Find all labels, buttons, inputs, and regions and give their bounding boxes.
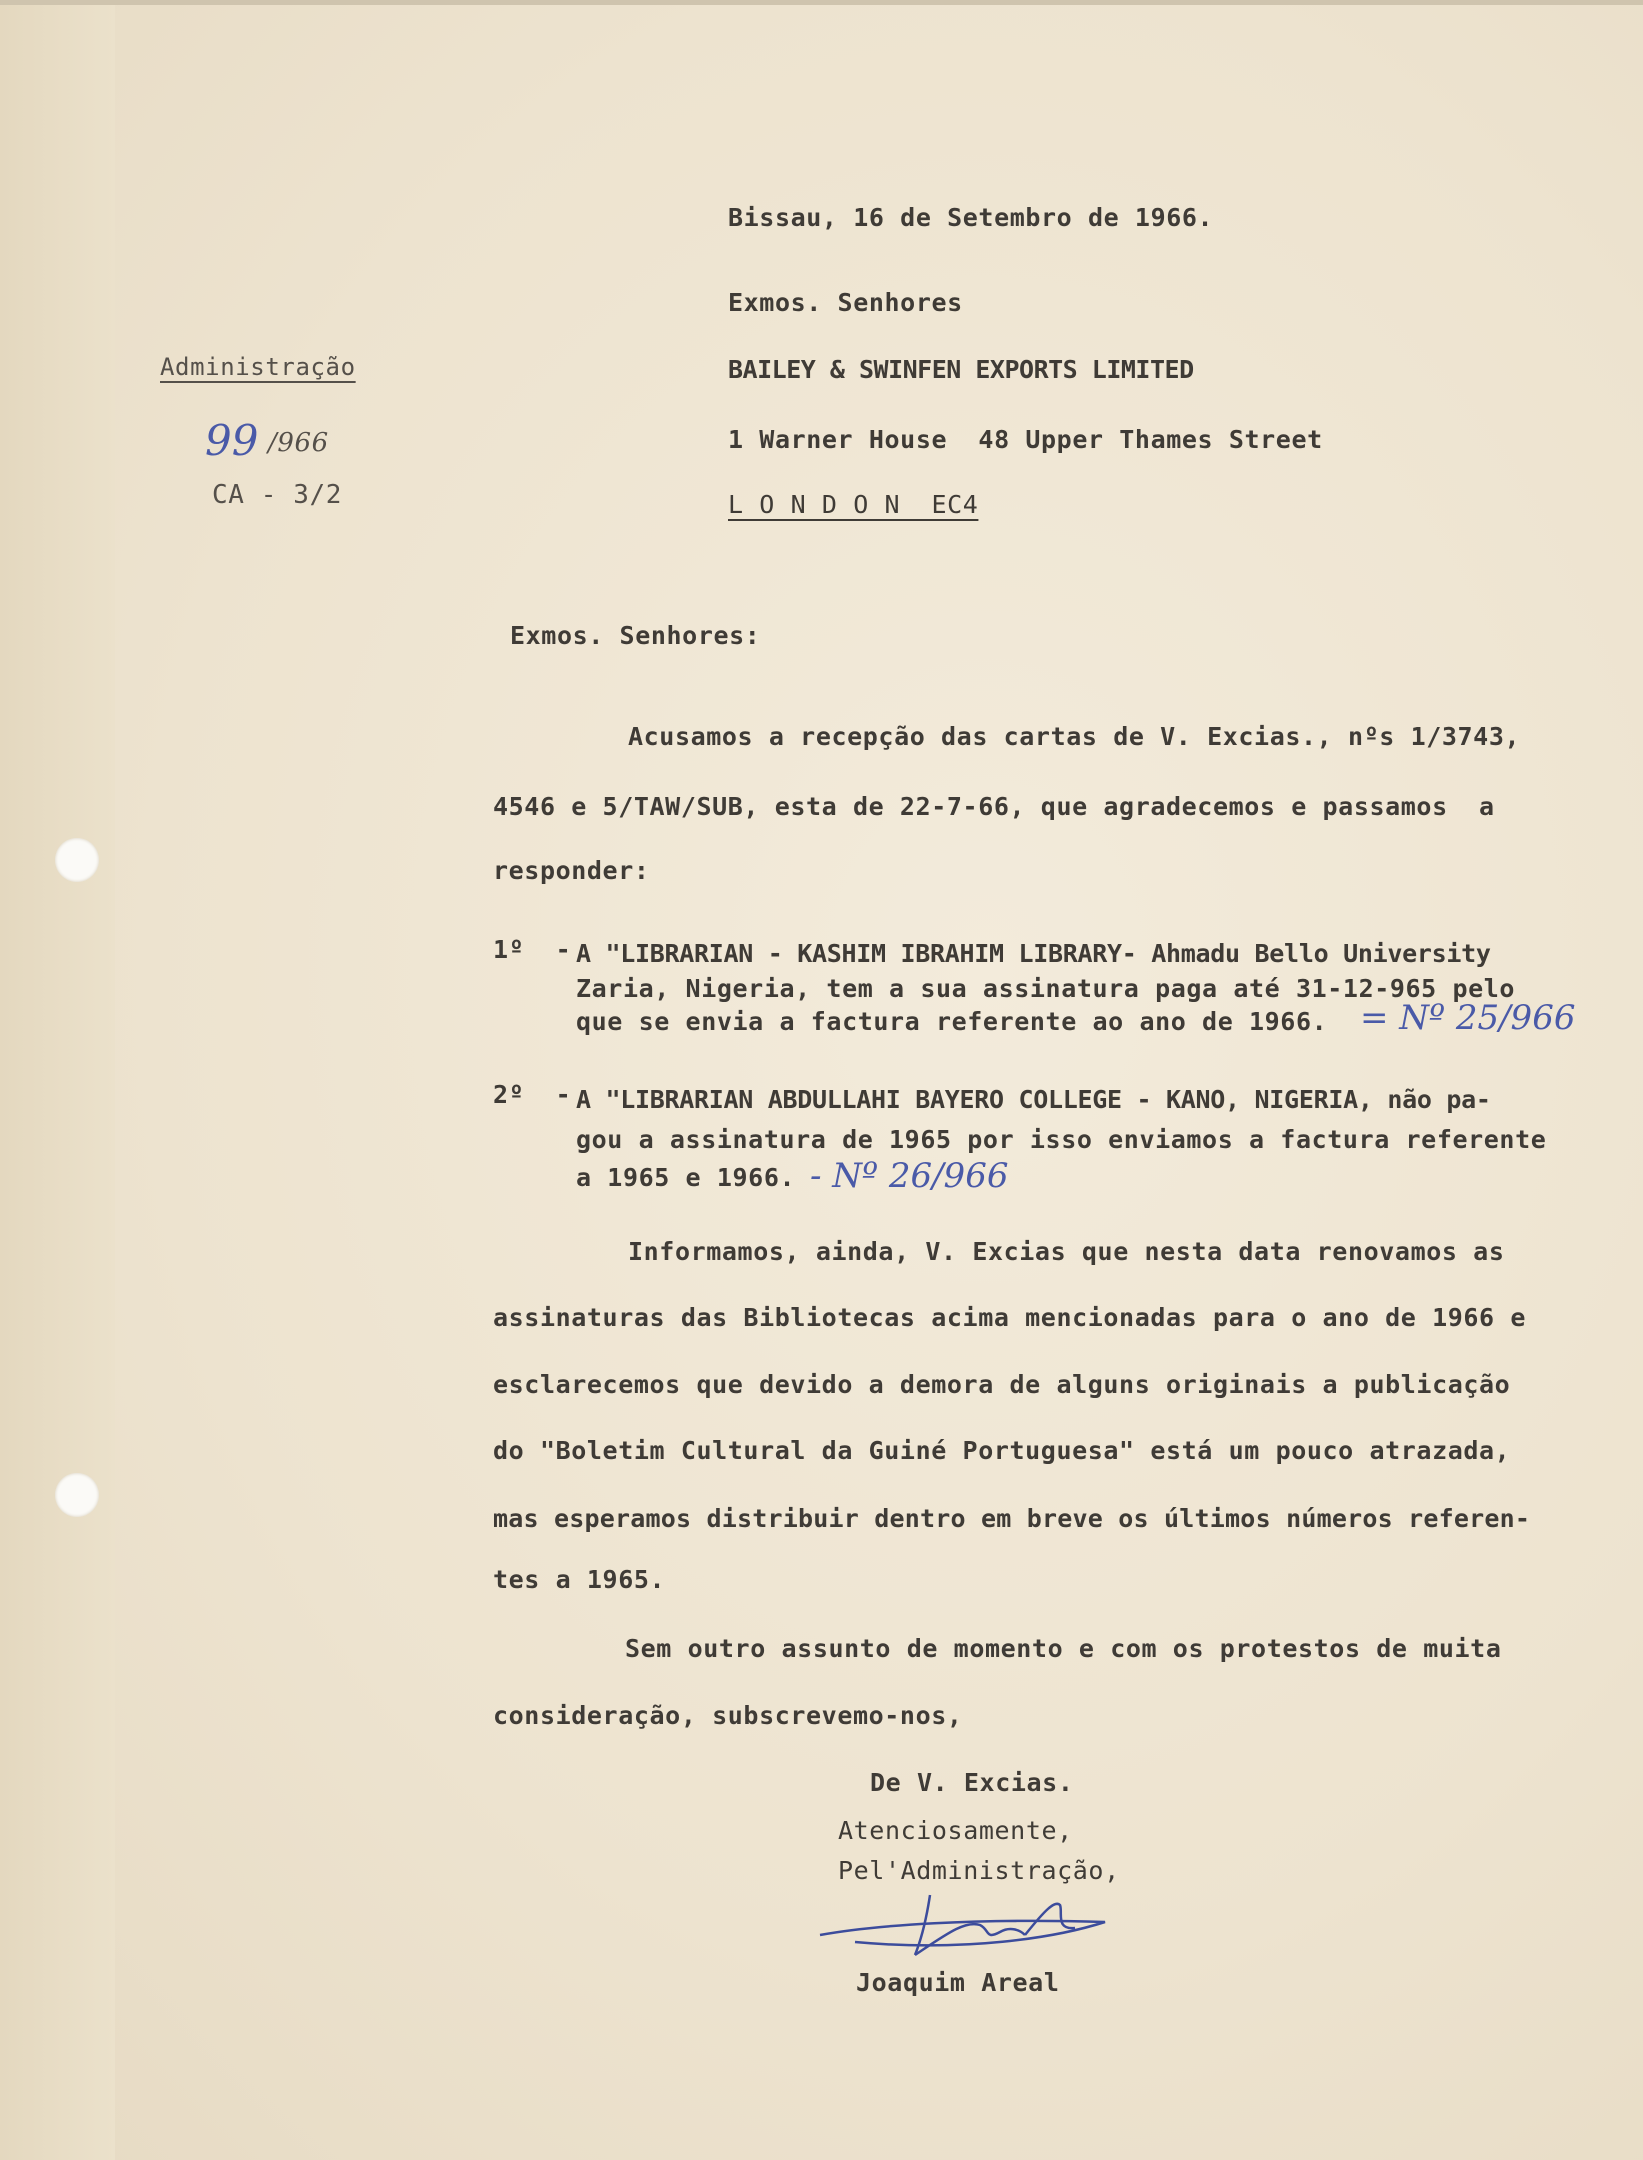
item1-line: A "LIBRARIAN - KASHIM IBRAHIM LIBRARY- Ahmadu Bello University xyxy=(576,939,1491,968)
paper-top-edge xyxy=(0,0,1643,5)
para1-line: 4546 e 5/TAW/SUB, esta de 22-7-66, que agradecemos e passamos a xyxy=(493,792,1495,821)
para1-line: responder: xyxy=(493,856,650,885)
margin-ref-year: /966 xyxy=(268,428,329,458)
para2-line: do "Boletim Cultural da Guiné Portuguesa" está um pouco atrazada, xyxy=(493,1436,1511,1465)
margin-code: CA - 3/2 xyxy=(212,480,343,510)
item1-line: que se envia a factura referente ao ano de 1966. xyxy=(576,1007,1328,1036)
recipient-company: BAILEY & SWINFEN EXPORTS LIMITED xyxy=(728,355,1194,384)
closing-line: De V. Excias. xyxy=(870,1768,1074,1797)
closing-line: Pel'Administração, xyxy=(838,1856,1120,1885)
recipient-city: L O N D O N EC4 xyxy=(728,490,979,519)
item2-line: A "LIBRARIAN ABDULLAHI BAYERO COLLEGE - KANO, NIGERIA, não pa- xyxy=(576,1085,1491,1114)
para2-line: esclarecemos que devido a demora de alguns originais a publicação xyxy=(493,1370,1511,1399)
item2-number: 2º - xyxy=(493,1080,572,1109)
item1-handwritten-ref: = Nº 25/966 xyxy=(1360,998,1576,1038)
margin-department: Administração xyxy=(160,353,356,381)
date-line: Bissau, 16 de Setembro de 1966. xyxy=(728,203,1214,232)
punch-hole-top xyxy=(55,838,99,882)
closing-line: Atenciosamente, xyxy=(838,1816,1073,1845)
letter-salutation: Exmos. Senhores: xyxy=(510,621,761,650)
para2-line: assinaturas das Bibliotecas acima mencionadas para o ano de 1966 e xyxy=(493,1303,1526,1332)
para2-line: Informamos, ainda, V. Excias que nesta data renovamos as xyxy=(628,1237,1505,1266)
para1-line: Acusamos a recepção das cartas de V. Excias., nºs 1/3743, xyxy=(628,722,1521,751)
signature-drawing xyxy=(815,1880,1115,1980)
recipient-address: 1 Warner House 48 Upper Thames Street xyxy=(728,425,1323,454)
recipient-salutation: Exmos. Senhores xyxy=(728,288,963,317)
item2-line: a 1965 e 1966. xyxy=(576,1163,796,1192)
signer-name: Joaquim Areal xyxy=(856,1968,1060,1997)
paper-left-edge xyxy=(0,0,115,2160)
para2-line: tes a 1965. xyxy=(493,1565,666,1594)
para2-line: mas esperamos distribuir dentro em breve os últimos números referen- xyxy=(493,1504,1531,1533)
para3-line: consideração, subscrevemo-nos, xyxy=(493,1701,963,1730)
signature-text: JAreal xyxy=(945,1919,952,1921)
item2-handwritten-ref: - Nº 26/966 xyxy=(810,1156,1009,1196)
para3-line: Sem outro assunto de momento e com os protestos de muita xyxy=(625,1634,1502,1663)
item1-line: Zaria, Nigeria, tem a sua assinatura paga até 31-12-965 pelo xyxy=(576,974,1516,1003)
signature xyxy=(815,1880,1115,1980)
item2-line: gou a assinatura de 1965 por isso enviamos a factura referente xyxy=(576,1125,1547,1154)
punch-hole-bottom xyxy=(55,1473,99,1517)
item1-number: 1º - xyxy=(493,935,572,964)
margin-ref-handwritten: 99 xyxy=(205,416,259,465)
